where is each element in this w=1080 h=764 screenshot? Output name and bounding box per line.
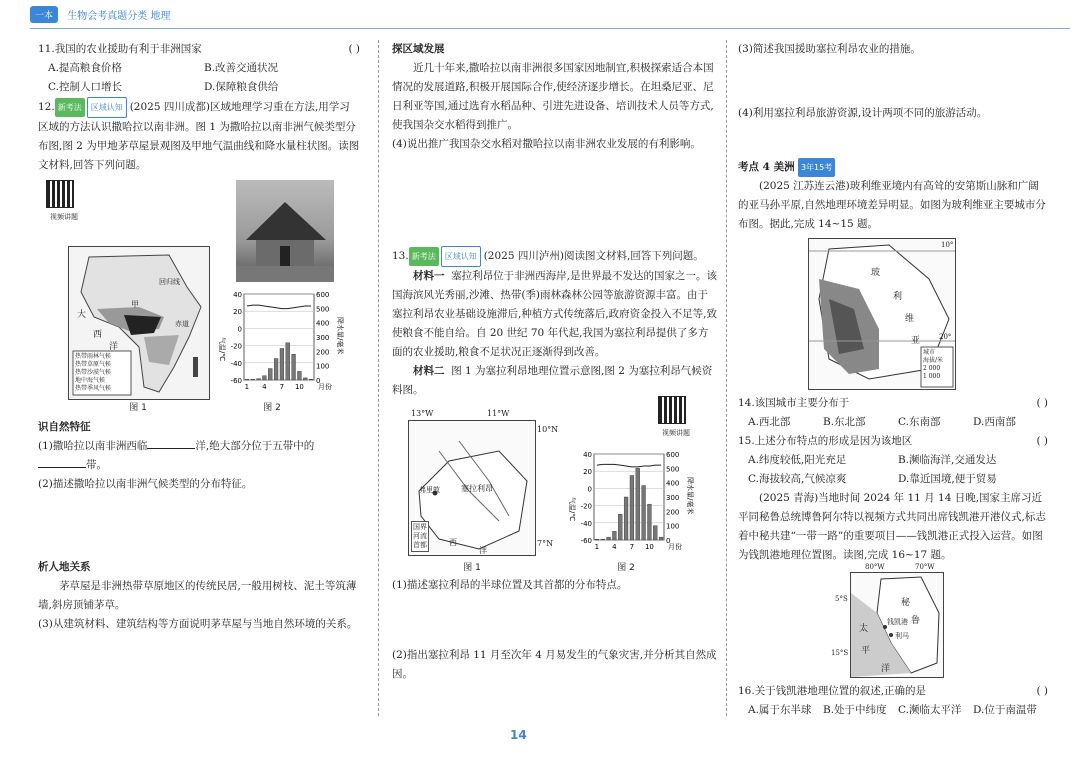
temp-line [597, 464, 661, 467]
map-label: 洋 [109, 342, 119, 352]
q12-1 [38, 437, 360, 456]
legend-item: 热带季风气候 [75, 385, 112, 392]
precip-bar [618, 514, 622, 540]
exam-count-tag: 3年15考 [798, 158, 835, 177]
option-b: B.处于中纬度 [823, 704, 887, 716]
q-text: 洋,绝大部分位于五带中的 [195, 440, 315, 452]
x-tick-label: 7 [279, 383, 285, 391]
lon-label: 13°W [411, 409, 434, 418]
y-tick-label: -40 [580, 519, 592, 528]
q16-stem: 16.关于钱凯港地理位置的叙述,正确的是 [738, 685, 927, 697]
answer-paren: ( ) [1036, 435, 1048, 447]
material-title: 材料二 [413, 365, 445, 377]
section-heading: 识自然特征 [38, 421, 91, 433]
qr-label: 视频讲题 [50, 213, 78, 221]
y2-tick-label: 300 [316, 334, 330, 342]
column-right [738, 40, 1048, 59]
precip-bar [263, 376, 267, 380]
column-divider [726, 40, 727, 716]
ocean-label: 西 [449, 538, 457, 547]
precip-bar [251, 379, 255, 380]
page-header [30, 6, 1070, 30]
q13-2: (2)指出塞拉利昂 11 月至次年 4 月易发生的气象灾害,并分析其自然成因。 [392, 649, 717, 680]
legend-item: 2 000 [923, 365, 941, 372]
column-left-bottom [38, 558, 360, 634]
lon-label: 70°W [915, 563, 935, 571]
port-label: 钱凯港 [887, 618, 908, 626]
column-right-q4 [738, 104, 1048, 123]
q-text: 带。 [86, 459, 107, 471]
climate-chart-svg [564, 448, 694, 560]
q11-options [38, 59, 360, 97]
qr-code-icon[interactable] [46, 180, 74, 208]
precip-bar [274, 359, 278, 381]
y2-tick-label: 400 [316, 319, 330, 328]
precip-bar [607, 537, 611, 540]
country-label: 亚 [911, 336, 921, 346]
precip-bar [303, 378, 307, 380]
option-a: A.提高粮食价格 [48, 62, 122, 74]
q12-3: (3)从建筑材料、建筑结构等方面说明茅草屋与当地自然环境的关系。 [38, 618, 358, 630]
legend-item: 河流 [413, 532, 427, 540]
q12-2: (2)描述撒哈拉以南非洲气候类型的分布特征。 [38, 478, 253, 490]
africa-climate-map [68, 246, 210, 400]
precip-bar [286, 343, 290, 380]
section-heading: 探区域发展 [392, 43, 445, 55]
y2-tick-label: 0 [316, 377, 321, 385]
option-b: B.濒临海洋,交通发达 [898, 454, 997, 466]
option-d: D.保障粮食供给 [204, 81, 279, 93]
precip-bar [257, 379, 261, 380]
column-middle [392, 40, 718, 154]
y-axis-label: 气温/℃ [568, 497, 576, 522]
x-tick-label: 4 [612, 543, 617, 551]
q15-options [738, 451, 1048, 489]
y-tick-label: 20 [583, 468, 592, 477]
question-11 [38, 40, 360, 59]
figure-caption: 图 2 [617, 563, 635, 573]
answer-paren: ( ) [348, 43, 360, 55]
topic-4 [738, 158, 1048, 234]
figure-caption: 图 1 [129, 403, 147, 413]
country-label: 鲁 [911, 616, 921, 626]
x-tick-label: 10 [644, 543, 654, 551]
paragraph: (2025 青海)当地时间 2024 年 11 月 14 日晚,国家主席习近平同秘鲁总统博鲁阿尔特以视频方式共同出席钱凯港开港仪式,标志着中秘共建“一带一路”的重要项目——钱凯港正式投入运营。如图为钱凯港地理位置图。读图,完成 16~17 题。 [738, 492, 1046, 561]
q13-3: (3)简述我国援助塞拉利昂农业的措施。 [738, 43, 921, 55]
q13-text: (2025 四川泸州)阅读图文材料,回答下列问题。 [483, 250, 704, 262]
option-c: C.濒临太平洋 [898, 704, 962, 716]
q16-options [738, 701, 1048, 720]
bolivia-map [808, 238, 956, 390]
qr-label: 视频讲题 [662, 429, 690, 437]
map-legend [923, 349, 943, 381]
plot-frame [244, 294, 314, 380]
legend-item: 首都 [413, 541, 427, 549]
precip-bar [624, 497, 628, 540]
region-tag: 区域认知 [87, 97, 127, 118]
legend-item: 热带雨林气候 [75, 353, 112, 360]
legend-item: 海拔/米 [923, 357, 944, 364]
map-label: 西 [93, 330, 103, 340]
x-axis-label: 月份 [318, 383, 332, 391]
y2-tick-label: 200 [666, 508, 680, 517]
country-label: 利 [893, 292, 903, 302]
equator-label: 赤道 [175, 320, 189, 328]
ocean-label: 洋 [881, 664, 891, 674]
capital-label: 弗里敦 [419, 486, 440, 494]
q13-4: (4)利用塞拉利昂旅游资源,设计两项不同的旅游活动。 [738, 107, 988, 119]
y2-axis-label: 降水量/毫米 [686, 477, 694, 515]
material-text: 塞拉利昂位于非洲西海岸,是世界最不发达的国家之一。该国海滨风光秀丽,沙滩、热带(季)雨林森林公园等旅游资源丰富。由于塞拉利昂农业基础设施滞后,种植方式传统落后,政府资金投入不足等,致使粮食不能自给。自 20 世纪 70 年代起,我国为塞拉利昂提供了多方面的农业援助,粮食不足状况正逐渐得到改善。 [392, 270, 718, 358]
country-label: 塞拉利昂 [461, 484, 493, 493]
map-legend [75, 353, 111, 393]
y2-tick-label: 500 [316, 305, 330, 314]
question-13 [392, 246, 718, 400]
q12-number: 12. [38, 101, 55, 113]
country-label: 秘 [901, 598, 911, 608]
topic-title: 考点 4 美洲 [738, 161, 795, 173]
climate-chart-svg [214, 288, 344, 400]
lat-label: 10°N [537, 425, 559, 434]
y2-tick-label: 500 [666, 465, 680, 474]
precip-bar [292, 354, 296, 380]
map-legend [411, 521, 429, 552]
ocean-label: 平 [861, 646, 871, 656]
lon-label: 11°W [487, 409, 510, 418]
legend-item: 地中海气候 [75, 377, 106, 384]
y2-tick-label: 100 [316, 362, 330, 371]
q14-options [738, 413, 1048, 432]
y2-tick-label: 100 [666, 522, 680, 531]
x-tick-label: 10 [294, 383, 304, 391]
temp-line [247, 305, 311, 308]
option-c: C.海拔较高,气候凉爽 [748, 473, 847, 485]
lat-label: 10° [941, 241, 954, 249]
x-tick-label: 4 [262, 383, 267, 391]
region-tag: 区域认知 [441, 246, 481, 267]
option-b: B.改善交通状况 [204, 62, 279, 74]
paragraph: (2025 江苏连云港)玻利维亚境内有高耸的安第斯山脉和广阔的亚马孙平原,自然地理环境差异明显。如图为玻利维亚主要城市分布图。据此,完成 14~15 题。 [738, 180, 1046, 230]
ocean-label: 太 [859, 624, 869, 634]
y2-tick-label: 200 [316, 348, 330, 357]
y2-tick-label: 600 [316, 291, 330, 299]
option-a: A.纬度较低,阳光充足 [748, 454, 847, 466]
lat-label: 15°S [831, 649, 849, 657]
lat-label: 20° [939, 333, 952, 341]
lat-label: 5°S [835, 595, 848, 603]
climate-chart-1 [214, 288, 344, 400]
y-tick-label: -40 [230, 359, 242, 368]
legend-item: 1 000 [923, 373, 941, 380]
q13-1: (1)描述塞拉利昂的半球位置及其首都的分布特点。 [392, 579, 628, 591]
question-16 [738, 682, 1048, 720]
answer-blank[interactable] [38, 467, 86, 468]
option-c: C.控制人口增长 [48, 81, 122, 93]
material-title: 材料一 [413, 270, 445, 282]
q12-1-cont [38, 456, 360, 475]
q13-questions [392, 576, 718, 595]
q14-stem: 14.该国城市主要分布于 [738, 397, 850, 409]
legend-item: 国界 [413, 523, 427, 531]
q11-stem: 11.我国的农业援助有利于非洲国家 [38, 43, 202, 55]
header-title: 生物会考真题分类 地理 [67, 11, 171, 22]
column-divider [378, 40, 379, 716]
qr-code-block[interactable] [46, 180, 82, 222]
section-heading: 析人地关系 [38, 561, 91, 573]
paragraph: 茅草屋是非洲热带草原地区的传统民居,一般用树枝、泥土等筑薄墙,斜房顶铺茅草。 [38, 580, 357, 611]
ocean-label: 洋 [479, 546, 487, 555]
capital-label: 利马 [895, 632, 909, 640]
material-text: 图 1 为塞拉利昂地理位置示意图,图 2 为塞拉利昂气候资料图。 [392, 365, 713, 396]
precip-bar [653, 526, 657, 540]
column-left-lower [38, 418, 360, 494]
question-15 [738, 432, 1048, 451]
precip-bar [601, 539, 605, 540]
y-tick-label: 40 [583, 451, 592, 459]
peru-map [831, 563, 944, 678]
y2-tick-label: 0 [666, 537, 671, 545]
precip-bar [280, 348, 284, 380]
legend-item: 城市 [923, 349, 936, 356]
precip-bar [642, 486, 646, 540]
q15-stem: 15.上述分布特点的形成是因为该地区 [738, 435, 913, 447]
y-tick-label: 20 [233, 308, 242, 317]
precip-bar [309, 379, 313, 380]
answer-blank[interactable] [147, 448, 195, 449]
y-tick-label: -60 [230, 377, 242, 385]
country-label: 玻 [871, 268, 881, 278]
x-tick-label: 1 [244, 383, 250, 391]
climate-chart-2 [564, 448, 694, 560]
y2-axis-label: 降水量/毫米 [336, 317, 344, 355]
hut-icon [236, 180, 334, 282]
y-tick-label: -60 [580, 537, 592, 545]
figure-caption: 图 2 [263, 403, 281, 413]
figure-caption: 图 1 [463, 563, 481, 573]
legend-item: 热带沙漠气候 [75, 369, 112, 376]
x-axis-label: 月份 [668, 543, 682, 551]
option-c: C.东南部 [898, 416, 941, 428]
precip-bar [298, 371, 302, 380]
column-left [38, 40, 360, 175]
y-tick-label: 40 [233, 291, 242, 299]
lon-label: 80°W [865, 563, 885, 571]
brand-logo: 一本 [30, 6, 58, 23]
precip-bar [245, 379, 249, 380]
option-d: D.西南部 [973, 416, 1016, 428]
y2-tick-label: 300 [666, 494, 680, 502]
y-tick-label: -20 [580, 502, 592, 511]
option-b: B.东北部 [823, 416, 866, 428]
q14-q15 [738, 394, 1048, 565]
precip-bar [630, 476, 634, 541]
answer-paren: ( ) [1036, 685, 1048, 697]
q13-questions-2 [392, 646, 718, 684]
q12-text: (2025 四川成都)区域地理学习重在方法,用学习区域的方法认识撒哈拉以南非洲。图 1 为撒哈拉以南非洲气候类型分布图,图 2 为甲地茅草屋景观图及甲地气温曲线和降水量柱状图。读图文材料,回答下列问题。 [38, 101, 360, 171]
precip-bar [659, 537, 663, 540]
qr-code-block[interactable] [658, 396, 694, 438]
q13-number: 13. [392, 250, 409, 262]
lat-label: 7°N [537, 539, 554, 548]
precip-bar [636, 468, 640, 540]
country-label: 维 [905, 314, 915, 324]
precip-bar [268, 369, 272, 380]
y-tick-label: -20 [230, 342, 242, 351]
x-tick-label: 7 [629, 543, 635, 551]
tropic-label: 回归线 [159, 278, 180, 286]
y2-tick-label: 600 [666, 451, 680, 459]
map-label-jia: 甲 [131, 300, 139, 309]
option-d: D.位于南温带 [973, 704, 1037, 716]
y-tick-label: 0 [587, 485, 592, 494]
y-tick-label: 0 [237, 325, 242, 334]
precip-bar [595, 539, 599, 540]
x-tick-label: 1 [594, 543, 600, 551]
q-text: (1)撒哈拉以南非洲西临 [38, 440, 148, 452]
precip-bar [648, 504, 652, 540]
option-a: A.属于东半球 [748, 704, 812, 716]
new-method-tag: 新考法 [409, 247, 439, 266]
qr-code-icon[interactable] [658, 396, 686, 424]
sierra-leone-map [408, 409, 559, 556]
y-axis-label: 气温/℃ [218, 337, 226, 362]
question-14 [738, 394, 1048, 413]
new-method-tag: 新考法 [55, 98, 85, 117]
header-rule [30, 28, 1070, 29]
question-12 [38, 97, 360, 175]
y2-tick-label: 400 [666, 479, 680, 488]
answer-paren: ( ) [1036, 397, 1048, 409]
precip-bar [613, 531, 617, 540]
page-number: 14 [510, 728, 527, 742]
option-d: D.靠近国境,便于贸易 [898, 473, 997, 485]
option-a: A.西北部 [748, 416, 791, 428]
map-label: 大 [77, 310, 87, 320]
paragraph: 近几十年来,撒哈拉以南非洲很多国家因地制宜,积极探索适合本国情况的发展道路,积极开展国际合作,使经济逐步增长。在坦桑尼亚、尼日利亚等国,通过选育水稻品种、引进先进设备、培训技术人员等方式,使我国杂交水稻得到推广。 [392, 62, 714, 131]
legend-item: 热带草原气候 [75, 361, 112, 368]
q12-4: (4)说出推广我国杂交水稻对撒哈拉以南非洲农业发展的有利影响。 [392, 138, 701, 150]
hut-photo [236, 180, 334, 282]
